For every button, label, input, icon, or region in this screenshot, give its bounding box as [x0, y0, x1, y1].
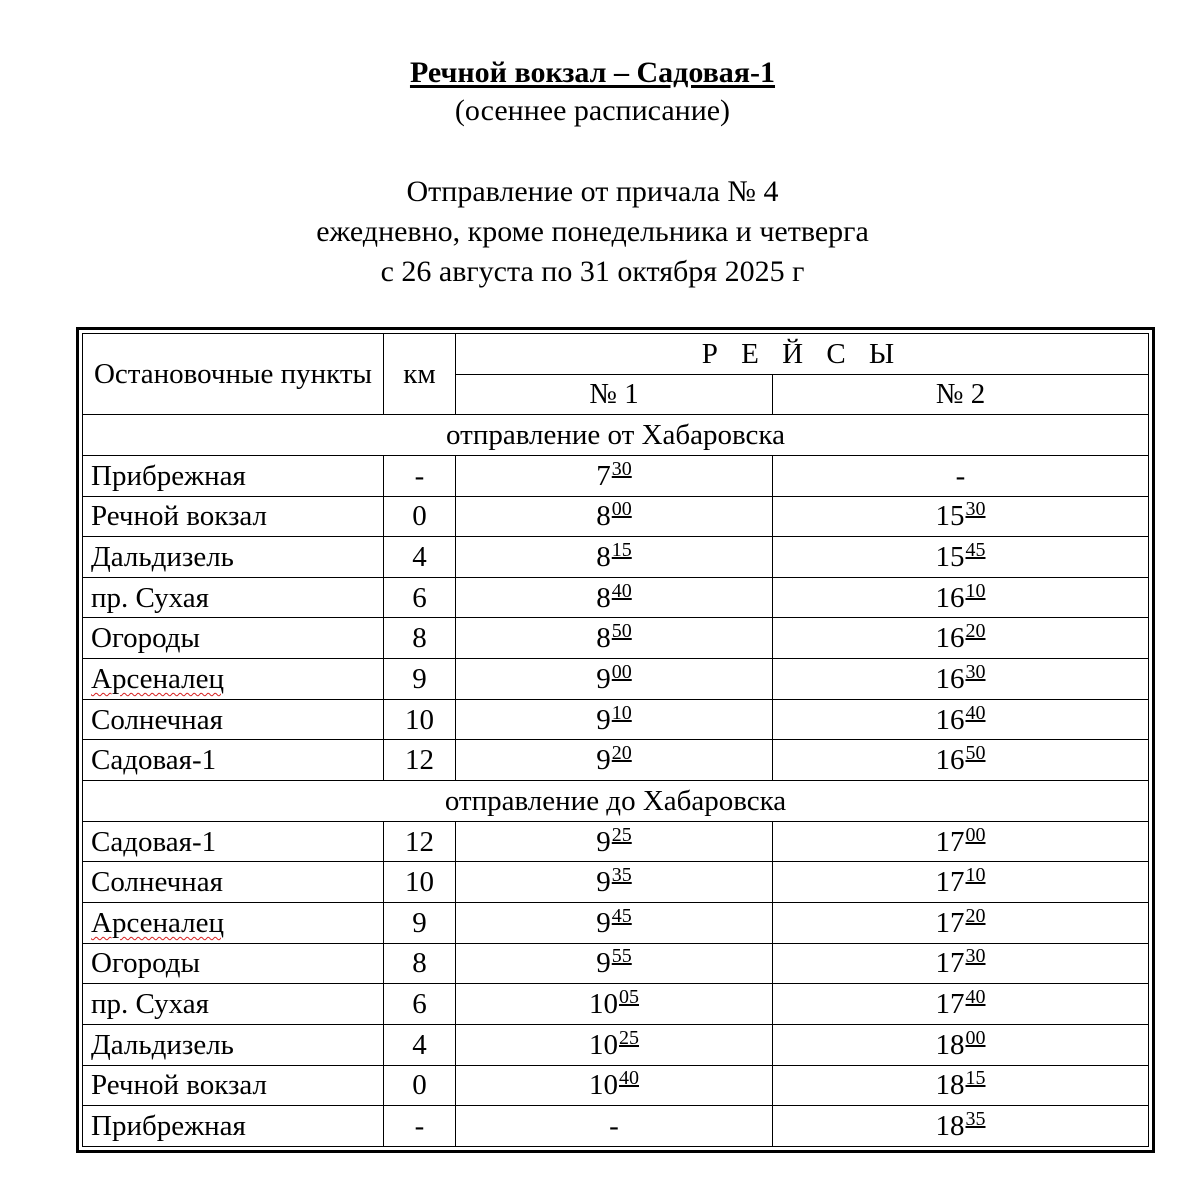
column-header-trip-1: № 1: [456, 374, 773, 415]
stop-km: 12: [384, 740, 456, 781]
section-title: отправление до Хабаровска: [83, 781, 1149, 822]
table-row: [83, 618, 1149, 659]
trip-2-time: $16^{30}$: [773, 659, 1149, 700]
stop-name: [83, 699, 384, 740]
trip-2-time: $16^{20}$: [773, 618, 1149, 659]
stop-name: [83, 740, 384, 781]
trip-1-time: $10^{40}$: [456, 1065, 773, 1106]
table-row: [83, 659, 1149, 700]
stop-km: -: [384, 455, 456, 496]
departure-pier: Отправление от причала № 4: [406, 175, 779, 208]
stop-name: [83, 902, 384, 943]
schedule-title-text: Речной вокзал – Садовая-1: [409, 56, 776, 89]
column-header-km: км: [384, 334, 456, 415]
column-header-trip-2: № 2: [773, 374, 1149, 415]
trip-2-time: $16^{50}$: [773, 740, 1149, 781]
stop-name-text: Огороды: [91, 622, 201, 655]
trip-1-time: $9^{45}$: [456, 902, 773, 943]
trip-2-time: $18^{15}$: [773, 1065, 1149, 1106]
stop-name: [83, 659, 384, 700]
trip-2-time: $17^{10}$: [773, 862, 1149, 903]
trip-2-time: $17^{40}$: [773, 984, 1149, 1025]
table-row: [83, 984, 1149, 1025]
header-row: [83, 334, 1149, 375]
trip-2-time: $17^{20}$: [773, 902, 1149, 943]
trip-1-time: $9^{10}$: [456, 699, 773, 740]
stop-name: [83, 1065, 384, 1106]
stop-km: 10: [384, 862, 456, 903]
trip-1-time: $9^{35}$: [456, 862, 773, 903]
trip-1-time: -: [456, 1106, 773, 1147]
trip-1-time: $9^{25}$: [456, 821, 773, 862]
trip-1-time: $8^{40}$: [456, 577, 773, 618]
trip-2-time: $18^{35}$: [773, 1106, 1149, 1147]
trip-1-time: $8^{15}$: [456, 537, 773, 578]
trip-1-time: $9^{20}$: [456, 740, 773, 781]
schedule-table: [82, 333, 1149, 1147]
stop-km: -: [384, 1106, 456, 1147]
stop-km: 9: [384, 659, 456, 700]
trip-1-time: $10^{05}$: [456, 984, 773, 1025]
table-row: [83, 1024, 1149, 1065]
trip-1-time: $8^{00}$: [456, 496, 773, 537]
section-row: [83, 781, 1149, 822]
trip-1-time: $10^{25}$: [456, 1024, 773, 1065]
table-row: [83, 821, 1149, 862]
stop-km: 4: [384, 537, 456, 578]
stop-km: 8: [384, 618, 456, 659]
schedule-subtitle: (осеннее расписание): [454, 94, 731, 127]
trip-2-time: $17^{30}$: [773, 943, 1149, 984]
stop-name: [83, 821, 384, 862]
stop-name-text: Дальдизель: [91, 1028, 234, 1061]
stop-km: 8: [384, 943, 456, 984]
trip-2-time: $15^{30}$: [773, 496, 1149, 537]
stop-km: 0: [384, 496, 456, 537]
stop-name-text: Арсеналец: [91, 906, 225, 939]
trip-2-time: $16^{40}$: [773, 699, 1149, 740]
stop-name-text: Прибрежная: [91, 459, 246, 492]
stop-name: [83, 455, 384, 496]
table-row: [83, 1106, 1149, 1147]
stop-name: [83, 618, 384, 659]
stop-km: 4: [384, 1024, 456, 1065]
stop-name-text: Дальдизель: [91, 541, 234, 574]
stop-name-text: Огороды: [91, 947, 201, 980]
section-row: [83, 415, 1149, 456]
stop-name-text: Арсеналец: [91, 662, 225, 695]
stop-name: [83, 862, 384, 903]
stop-name-text: пр. Сухая: [91, 581, 209, 614]
stop-name-text: Речной вокзал: [91, 1069, 268, 1102]
stop-name-text: Солнечная: [91, 703, 223, 736]
table-row: [83, 699, 1149, 740]
stop-name: [83, 496, 384, 537]
schedule-table-frame: [76, 327, 1155, 1153]
stop-name-text: Речной вокзал: [91, 500, 268, 533]
trip-1-time: $9^{00}$: [456, 659, 773, 700]
column-header-trips: Р Е Й С Ы: [456, 334, 1149, 375]
table-row: [83, 577, 1149, 618]
stop-km: 12: [384, 821, 456, 862]
stop-km: 6: [384, 984, 456, 1025]
stop-km: 10: [384, 699, 456, 740]
section-title: отправление от Хабаровска: [83, 415, 1149, 456]
column-header-stops: Остановочные пункты: [83, 334, 384, 415]
trip-1-time: $7^{30}$: [456, 455, 773, 496]
trip-2-time: $16^{10}$: [773, 577, 1149, 618]
departure-info: [0, 172, 1185, 292]
stop-name: [83, 943, 384, 984]
stop-name: [83, 984, 384, 1025]
trip-2-time: $17^{00}$: [773, 821, 1149, 862]
table-row: [83, 943, 1149, 984]
schedule-title: [0, 55, 1185, 91]
stop-name-text: пр. Сухая: [91, 988, 209, 1021]
departure-period: с 26 августа по 31 октября 2025 г: [380, 255, 805, 288]
stop-km: 0: [384, 1065, 456, 1106]
trip-2-time: $18^{00}$: [773, 1024, 1149, 1065]
stop-name: [83, 1106, 384, 1147]
table-row: [83, 740, 1149, 781]
table-row: [83, 1065, 1149, 1106]
table-row: [83, 496, 1149, 537]
stop-name: [83, 537, 384, 578]
trip-2-time: -: [773, 455, 1149, 496]
stop-name-text: Солнечная: [91, 866, 223, 899]
trip-1-time: $9^{55}$: [456, 943, 773, 984]
table-row: [83, 862, 1149, 903]
stop-name-text: Садовая-1: [91, 825, 217, 858]
departure-days: ежедневно, кроме понедельника и четверга: [316, 215, 869, 248]
stop-name-text: Садовая-1: [91, 744, 217, 777]
stop-name: [83, 1024, 384, 1065]
trip-1-time: $8^{50}$: [456, 618, 773, 659]
stop-name-text: Прибрежная: [91, 1110, 246, 1143]
table-row: [83, 455, 1149, 496]
trip-2-time: $15^{45}$: [773, 537, 1149, 578]
table-row: [83, 902, 1149, 943]
stop-km: 9: [384, 902, 456, 943]
stop-km: 6: [384, 577, 456, 618]
stop-name: [83, 577, 384, 618]
table-row: [83, 537, 1149, 578]
